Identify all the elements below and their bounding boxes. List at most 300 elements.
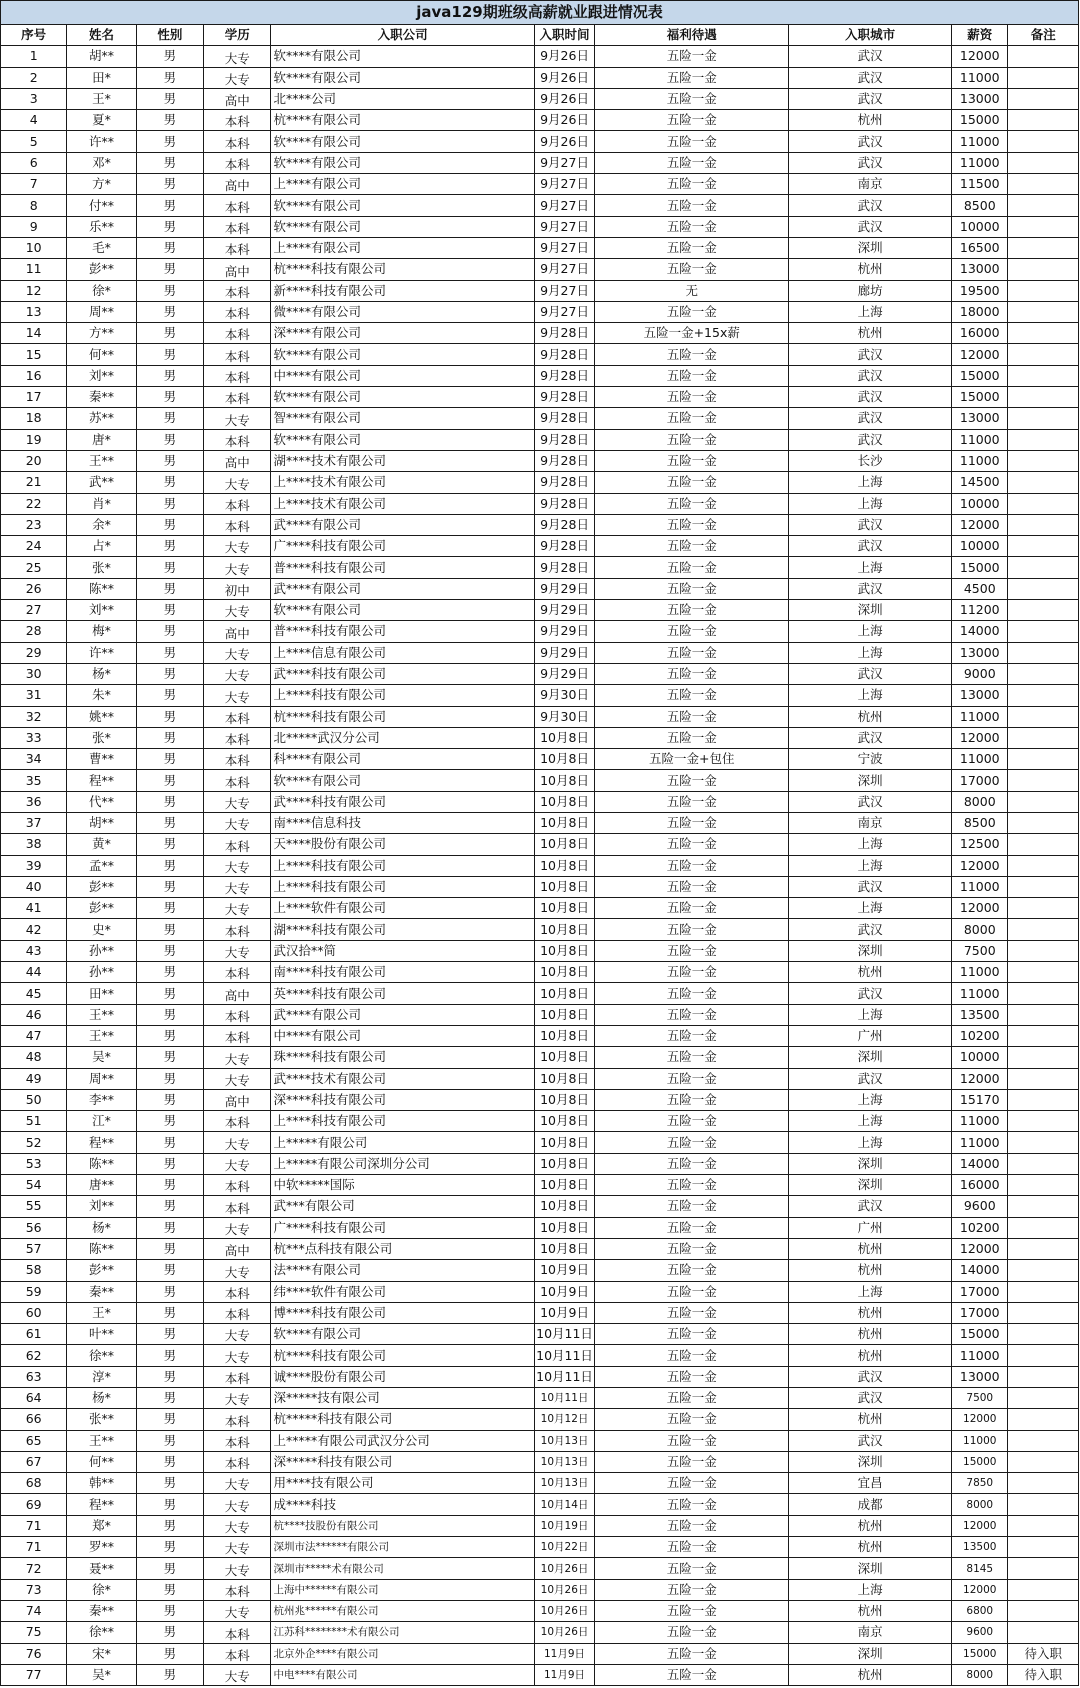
cell-city: 杭州 <box>789 1515 952 1536</box>
cell-no: 19 <box>1 429 67 450</box>
cell-city: 杭州 <box>789 1260 952 1281</box>
table-row <box>1 557 1079 578</box>
table-row <box>1 706 1079 727</box>
cell-note <box>1008 600 1079 621</box>
cell-name: 田** <box>67 983 136 1004</box>
cell-date: 10月8日 <box>534 1217 594 1238</box>
cell-company: 北*****武汉分公司 <box>271 727 534 748</box>
cell-company: 广****科技有限公司 <box>271 1217 534 1238</box>
table-row <box>1 1473 1079 1494</box>
table-row <box>1 195 1079 216</box>
cell-note <box>1008 876 1079 897</box>
cell-company: 法****有限公司 <box>271 1260 534 1281</box>
cell-city: 武汉 <box>789 919 952 940</box>
cell-benefits: 五险一金 <box>595 727 789 748</box>
table-row <box>1 152 1079 173</box>
cell-salary: 11000 <box>952 1111 1008 1132</box>
cell-name: 杨* <box>67 1217 136 1238</box>
cell-company: 软****有限公司 <box>271 429 534 450</box>
cell-company: 上****技术有限公司 <box>271 472 534 493</box>
cell-no: 8 <box>1 195 67 216</box>
cell-education: 本科 <box>204 280 271 301</box>
cell-note <box>1008 1345 1079 1366</box>
cell-no: 44 <box>1 962 67 983</box>
cell-company: 武****科技有限公司 <box>271 663 534 684</box>
cell-salary: 13000 <box>952 259 1008 280</box>
table-row <box>1 1622 1079 1643</box>
cell-salary: 13000 <box>952 88 1008 109</box>
cell-education: 本科 <box>204 131 271 152</box>
cell-note <box>1008 1260 1079 1281</box>
cell-education: 本科 <box>204 1366 271 1387</box>
cell-no: 71 <box>1 1537 67 1558</box>
cell-note <box>1008 216 1079 237</box>
cell-education: 高中 <box>204 174 271 195</box>
cell-name: 彭** <box>67 1260 136 1281</box>
cell-note <box>1008 727 1079 748</box>
cell-name: 占* <box>67 536 136 557</box>
cell-benefits: 五险一金 <box>595 1537 789 1558</box>
table-row <box>1 1664 1079 1685</box>
cell-date: 9月26日 <box>534 88 594 109</box>
cell-company: 武****科技有限公司 <box>271 791 534 812</box>
cell-name: 方** <box>67 323 136 344</box>
cell-name: 黄* <box>67 834 136 855</box>
cell-education: 本科 <box>204 1451 271 1472</box>
cell-note <box>1008 46 1079 67</box>
table-row <box>1 1409 1079 1430</box>
cell-benefits: 五险一金 <box>595 365 789 386</box>
cell-name: 孙** <box>67 940 136 961</box>
cell-no: 73 <box>1 1579 67 1600</box>
cell-date: 10月11日 <box>534 1388 594 1409</box>
cell-date: 10月9日 <box>534 1302 594 1323</box>
cell-no: 20 <box>1 450 67 471</box>
cell-company: 中软*****国际 <box>271 1175 534 1196</box>
cell-gender: 男 <box>136 642 203 663</box>
cell-date: 9月29日 <box>534 600 594 621</box>
cell-no: 35 <box>1 770 67 791</box>
cell-gender: 男 <box>136 685 203 706</box>
cell-company: 湖****技术有限公司 <box>271 450 534 471</box>
cell-no: 64 <box>1 1388 67 1409</box>
cell-city: 深圳 <box>789 1175 952 1196</box>
cell-name: 秦** <box>67 387 136 408</box>
cell-education: 大专 <box>204 1388 271 1409</box>
cell-gender: 男 <box>136 1473 203 1494</box>
table-row <box>1 323 1079 344</box>
cell-city: 深圳 <box>789 1643 952 1664</box>
cell-date: 10月8日 <box>534 812 594 833</box>
cell-name: 韩** <box>67 1473 136 1494</box>
cell-date: 10月8日 <box>534 749 594 770</box>
cell-note <box>1008 770 1079 791</box>
cell-name: 方* <box>67 174 136 195</box>
cell-company: 微****有限公司 <box>271 301 534 322</box>
cell-benefits: 五险一金 <box>595 1558 789 1579</box>
cell-education: 本科 <box>204 1175 271 1196</box>
header-company: 入职公司 <box>271 25 534 46</box>
cell-gender: 男 <box>136 600 203 621</box>
cell-date: 9月30日 <box>534 685 594 706</box>
cell-note <box>1008 791 1079 812</box>
cell-city: 深圳 <box>789 600 952 621</box>
cell-benefits: 五险一金 <box>595 1153 789 1174</box>
cell-date: 10月26日 <box>534 1600 594 1621</box>
cell-gender: 男 <box>136 1004 203 1025</box>
header-date: 入职时间 <box>534 25 594 46</box>
cell-benefits: 五险一金 <box>595 387 789 408</box>
cell-benefits: 五险一金 <box>595 1260 789 1281</box>
cell-date: 10月8日 <box>534 919 594 940</box>
cell-name: 邓* <box>67 152 136 173</box>
cell-benefits: 五险一金 <box>595 1579 789 1600</box>
cell-city: 南京 <box>789 812 952 833</box>
cell-salary: 14000 <box>952 1260 1008 1281</box>
cell-benefits: 五险一金 <box>595 152 789 173</box>
cell-salary: 12000 <box>952 727 1008 748</box>
cell-note <box>1008 855 1079 876</box>
cell-note <box>1008 940 1079 961</box>
cell-city: 武汉 <box>789 1196 952 1217</box>
cell-benefits: 五险一金 <box>595 855 789 876</box>
cell-gender: 男 <box>136 174 203 195</box>
cell-salary: 13000 <box>952 685 1008 706</box>
cell-gender: 男 <box>136 1430 203 1451</box>
cell-name: 史* <box>67 919 136 940</box>
cell-city: 武汉 <box>789 578 952 599</box>
cell-benefits: 五险一金 <box>595 1345 789 1366</box>
cell-gender: 男 <box>136 1515 203 1536</box>
cell-name: 郑* <box>67 1515 136 1536</box>
cell-gender: 男 <box>136 1068 203 1089</box>
table-row <box>1 1366 1079 1387</box>
cell-date: 9月28日 <box>534 450 594 471</box>
cell-no: 76 <box>1 1643 67 1664</box>
cell-education: 本科 <box>204 429 271 450</box>
cell-benefits: 五险一金 <box>595 1473 789 1494</box>
cell-company: 上*****有限公司 <box>271 1132 534 1153</box>
cell-education: 本科 <box>204 216 271 237</box>
cell-date: 10月9日 <box>534 1281 594 1302</box>
cell-gender: 男 <box>136 834 203 855</box>
cell-city: 上海 <box>789 493 952 514</box>
cell-city: 武汉 <box>789 344 952 365</box>
sheet-title: java129期班级高薪就业跟进情况表 <box>1 1 1079 25</box>
cell-city: 上海 <box>789 1111 952 1132</box>
table-row <box>1 301 1079 322</box>
table-body <box>1 46 1079 1686</box>
cell-date: 9月28日 <box>534 557 594 578</box>
cell-salary: 10000 <box>952 493 1008 514</box>
table-row <box>1 685 1079 706</box>
cell-company: 上海中******有限公司 <box>271 1579 534 1600</box>
cell-note <box>1008 110 1079 131</box>
cell-education: 大专 <box>204 1558 271 1579</box>
table-row <box>1 536 1079 557</box>
cell-name: 代** <box>67 791 136 812</box>
cell-salary: 11000 <box>952 429 1008 450</box>
cell-benefits: 五险一金+15x薪 <box>595 323 789 344</box>
table-row <box>1 578 1079 599</box>
cell-no: 51 <box>1 1111 67 1132</box>
table-row <box>1 280 1079 301</box>
cell-name: 徐** <box>67 1345 136 1366</box>
cell-benefits: 五险一金 <box>595 174 789 195</box>
cell-benefits: 五险一金 <box>595 301 789 322</box>
cell-education: 本科 <box>204 919 271 940</box>
cell-date: 10月11日 <box>534 1324 594 1345</box>
table-row <box>1 962 1079 983</box>
cell-date: 9月26日 <box>534 67 594 88</box>
cell-salary: 11000 <box>952 131 1008 152</box>
cell-company: 南****科技有限公司 <box>271 962 534 983</box>
cell-company: 软****有限公司 <box>271 67 534 88</box>
cell-city: 广州 <box>789 1217 952 1238</box>
cell-note <box>1008 344 1079 365</box>
cell-note <box>1008 131 1079 152</box>
cell-benefits: 五险一金 <box>595 600 789 621</box>
cell-company: 天****股份有限公司 <box>271 834 534 855</box>
cell-benefits: 五险一金 <box>595 536 789 557</box>
cell-gender: 男 <box>136 578 203 599</box>
table-row <box>1 46 1079 67</box>
cell-salary: 10000 <box>952 1047 1008 1068</box>
cell-date: 9月27日 <box>534 301 594 322</box>
cell-gender: 男 <box>136 259 203 280</box>
cell-no: 37 <box>1 812 67 833</box>
cell-gender: 男 <box>136 216 203 237</box>
cell-education: 本科 <box>204 344 271 365</box>
cell-note <box>1008 1111 1079 1132</box>
cell-benefits: 五险一金 <box>595 1132 789 1153</box>
cell-note <box>1008 408 1079 429</box>
cell-city: 上海 <box>789 1132 952 1153</box>
cell-date: 9月28日 <box>534 408 594 429</box>
cell-name: 彭** <box>67 898 136 919</box>
cell-no: 55 <box>1 1196 67 1217</box>
cell-gender: 男 <box>136 1537 203 1558</box>
cell-gender: 男 <box>136 1451 203 1472</box>
table-row <box>1 131 1079 152</box>
cell-salary: 15000 <box>952 110 1008 131</box>
table-row <box>1 1281 1079 1302</box>
cell-no: 57 <box>1 1238 67 1259</box>
cell-education: 本科 <box>204 323 271 344</box>
header-education: 学历 <box>204 25 271 46</box>
cell-education: 本科 <box>204 1025 271 1046</box>
cell-name: 周** <box>67 1068 136 1089</box>
cell-salary: 14500 <box>952 472 1008 493</box>
cell-gender: 男 <box>136 1622 203 1643</box>
cell-date: 10月22日 <box>534 1537 594 1558</box>
cell-city: 武汉 <box>789 67 952 88</box>
cell-name: 何** <box>67 1451 136 1472</box>
cell-education: 大专 <box>204 663 271 684</box>
cell-benefits: 五险一金 <box>595 578 789 599</box>
table-row <box>1 408 1079 429</box>
cell-date: 10月19日 <box>534 1515 594 1536</box>
table-row <box>1 621 1079 642</box>
cell-date: 10月8日 <box>534 1068 594 1089</box>
cell-name: 田* <box>67 67 136 88</box>
cell-gender: 男 <box>136 88 203 109</box>
cell-education: 大专 <box>204 1047 271 1068</box>
cell-note <box>1008 1473 1079 1494</box>
cell-salary: 11000 <box>952 67 1008 88</box>
cell-salary: 11000 <box>952 1430 1008 1451</box>
cell-note <box>1008 1409 1079 1430</box>
cell-salary: 11000 <box>952 152 1008 173</box>
cell-name: 肖* <box>67 493 136 514</box>
cell-salary: 7850 <box>952 1473 1008 1494</box>
cell-no: 27 <box>1 600 67 621</box>
cell-salary: 11200 <box>952 600 1008 621</box>
cell-name: 杨* <box>67 1388 136 1409</box>
table-row <box>1 1004 1079 1025</box>
cell-date: 9月28日 <box>534 344 594 365</box>
cell-company: 上*****有限公司深圳分公司 <box>271 1153 534 1174</box>
cell-gender: 男 <box>136 301 203 322</box>
cell-salary: 11000 <box>952 706 1008 727</box>
cell-salary: 9600 <box>952 1196 1008 1217</box>
cell-benefits: 五险一金 <box>595 1664 789 1685</box>
cell-salary: 16000 <box>952 323 1008 344</box>
table-row <box>1 1345 1079 1366</box>
cell-city: 武汉 <box>789 195 952 216</box>
cell-company: 智****有限公司 <box>271 408 534 429</box>
cell-no: 62 <box>1 1345 67 1366</box>
cell-name: 徐* <box>67 280 136 301</box>
cell-education: 大专 <box>204 600 271 621</box>
cell-education: 大专 <box>204 557 271 578</box>
cell-education: 本科 <box>204 1196 271 1217</box>
cell-no: 56 <box>1 1217 67 1238</box>
cell-name: 姚** <box>67 706 136 727</box>
cell-education: 本科 <box>204 1579 271 1600</box>
cell-benefits: 五险一金+包住 <box>595 749 789 770</box>
cell-note <box>1008 1366 1079 1387</box>
cell-gender: 男 <box>136 1260 203 1281</box>
cell-no: 32 <box>1 706 67 727</box>
cell-no: 53 <box>1 1153 67 1174</box>
cell-company: 武****有限公司 <box>271 514 534 535</box>
cell-name: 王* <box>67 88 136 109</box>
cell-date: 9月28日 <box>534 323 594 344</box>
cell-company: 软****有限公司 <box>271 46 534 67</box>
cell-salary: 11500 <box>952 174 1008 195</box>
cell-company: 纬****软件有限公司 <box>271 1281 534 1302</box>
cell-education: 大专 <box>204 408 271 429</box>
cell-city: 武汉 <box>789 429 952 450</box>
cell-note <box>1008 259 1079 280</box>
cell-name: 王** <box>67 1025 136 1046</box>
cell-no: 38 <box>1 834 67 855</box>
cell-city: 杭州 <box>789 323 952 344</box>
cell-education: 大专 <box>204 472 271 493</box>
cell-no: 14 <box>1 323 67 344</box>
cell-date: 10月8日 <box>534 1025 594 1046</box>
cell-benefits: 五险一金 <box>595 1515 789 1536</box>
cell-date: 10月8日 <box>534 727 594 748</box>
cell-note <box>1008 983 1079 1004</box>
cell-benefits: 五险一金 <box>595 1089 789 1110</box>
cell-city: 深圳 <box>789 1047 952 1068</box>
cell-date: 10月8日 <box>534 898 594 919</box>
cell-company: 诚****股份有限公司 <box>271 1366 534 1387</box>
table-row <box>1 88 1079 109</box>
cell-no: 45 <box>1 983 67 1004</box>
cell-salary: 9000 <box>952 663 1008 684</box>
cell-city: 武汉 <box>789 514 952 535</box>
cell-no: 36 <box>1 791 67 812</box>
cell-education: 大专 <box>204 1537 271 1558</box>
cell-salary: 12000 <box>952 1409 1008 1430</box>
cell-salary: 13500 <box>952 1004 1008 1025</box>
cell-name: 付** <box>67 195 136 216</box>
cell-date: 10月11日 <box>534 1345 594 1366</box>
cell-note <box>1008 472 1079 493</box>
cell-no: 43 <box>1 940 67 961</box>
cell-date: 10月8日 <box>534 1047 594 1068</box>
cell-city: 上海 <box>789 1281 952 1302</box>
cell-salary: 8145 <box>952 1558 1008 1579</box>
cell-city: 武汉 <box>789 727 952 748</box>
cell-no: 6 <box>1 152 67 173</box>
table-row <box>1 344 1079 365</box>
cell-company: 软****有限公司 <box>271 195 534 216</box>
cell-salary: 12000 <box>952 1515 1008 1536</box>
cell-benefits: 五险一金 <box>595 67 789 88</box>
cell-company: 软****有限公司 <box>271 216 534 237</box>
cell-salary: 10000 <box>952 536 1008 557</box>
cell-date: 9月27日 <box>534 216 594 237</box>
cell-company: 杭州兆******有限公司 <box>271 1600 534 1621</box>
cell-benefits: 无 <box>595 280 789 301</box>
cell-education: 大专 <box>204 1515 271 1536</box>
cell-city: 武汉 <box>789 1366 952 1387</box>
cell-city: 武汉 <box>789 536 952 557</box>
cell-company: 杭****科技有限公司 <box>271 259 534 280</box>
table-row <box>1 1175 1079 1196</box>
cell-note <box>1008 280 1079 301</box>
cell-name: 许** <box>67 131 136 152</box>
cell-note <box>1008 1494 1079 1515</box>
table-row <box>1 919 1079 940</box>
cell-city: 杭州 <box>789 962 952 983</box>
cell-note <box>1008 642 1079 663</box>
cell-education: 本科 <box>204 1111 271 1132</box>
cell-name: 王** <box>67 450 136 471</box>
cell-no: 7 <box>1 174 67 195</box>
cell-date: 10月8日 <box>534 1089 594 1110</box>
cell-name: 梅* <box>67 621 136 642</box>
cell-date: 10月8日 <box>534 983 594 1004</box>
cell-salary: 15000 <box>952 557 1008 578</box>
cell-no: 39 <box>1 855 67 876</box>
table-row <box>1 365 1079 386</box>
table-row <box>1 663 1079 684</box>
cell-benefits: 五险一金 <box>595 472 789 493</box>
cell-note <box>1008 919 1079 940</box>
cell-education: 高中 <box>204 450 271 471</box>
cell-note <box>1008 1388 1079 1409</box>
cell-salary: 12000 <box>952 855 1008 876</box>
cell-city: 南京 <box>789 174 952 195</box>
table-row <box>1 898 1079 919</box>
cell-city: 杭州 <box>789 1409 952 1430</box>
cell-city: 广州 <box>789 1025 952 1046</box>
